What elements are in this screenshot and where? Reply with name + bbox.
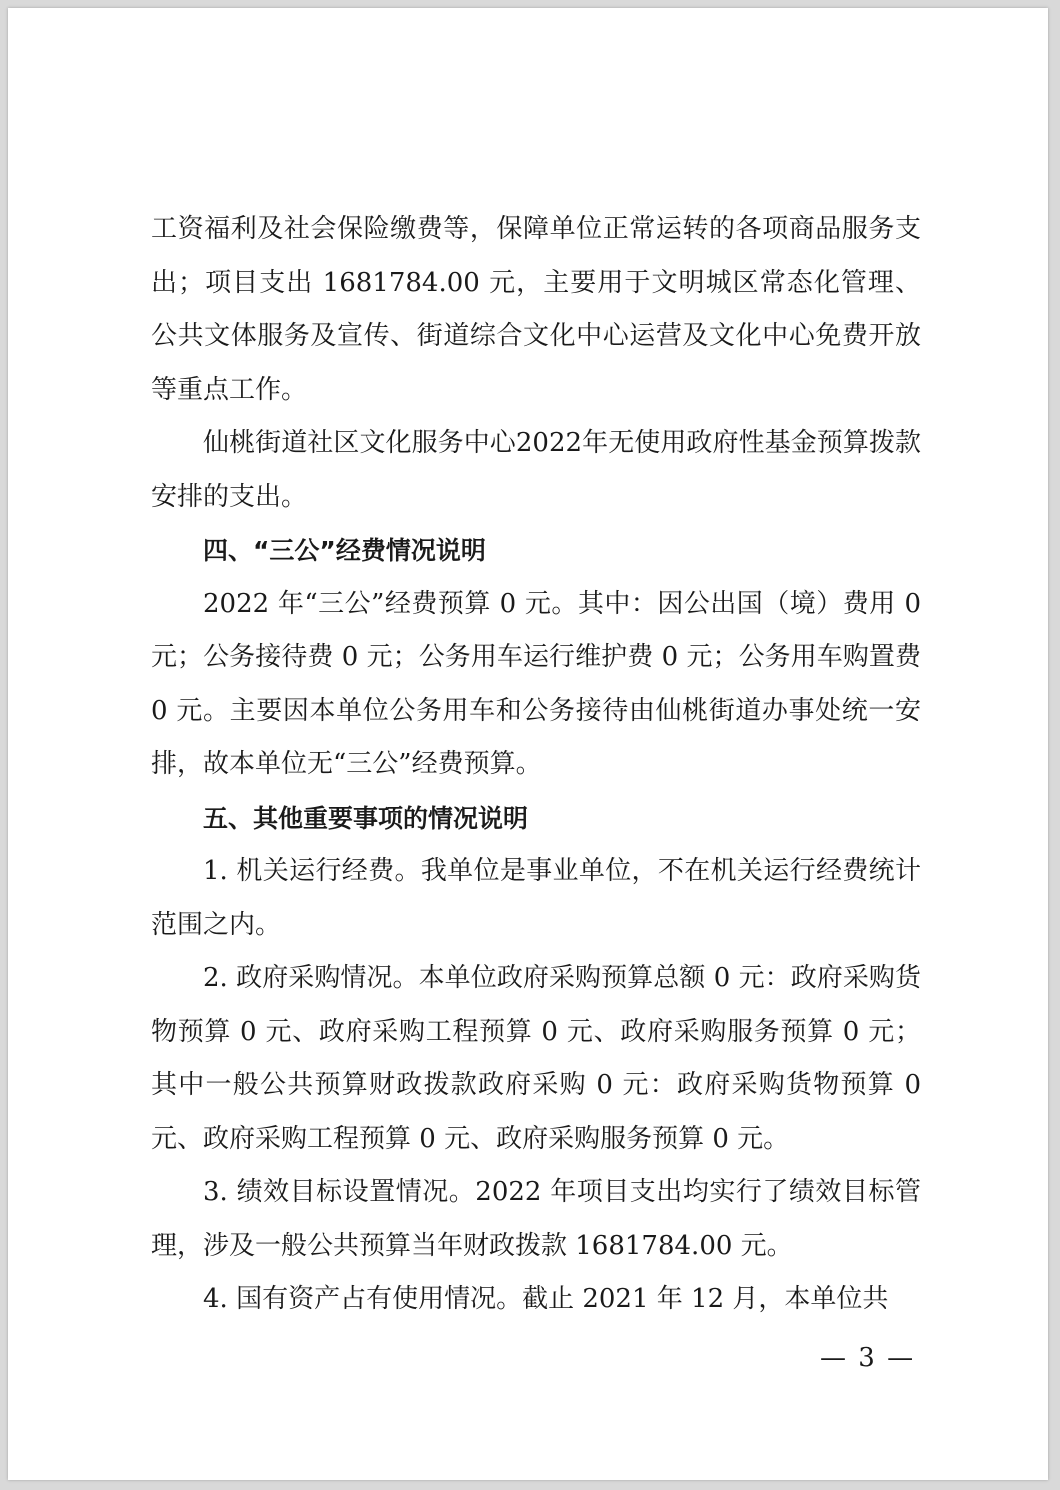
page-number: — 3 — xyxy=(820,1343,916,1373)
paragraph-three-public-budget: 2022 年“三公”经费预算 0 元。其中：因公出国（境）费用 0 元；公务接待费 0 元；公务用车运行维护费 0 元；公务用车购置费 0 元。主要因本单位公务用车和公务接待由仙桃街道办事处统一安排，故本单位无“三公”经费预算。 xyxy=(151,588,921,779)
section-heading-three-public: 四、“三公”经费情况说明 xyxy=(203,536,486,565)
paragraph-government-fund: 仙桃街道社区文化服务中心2022年无使用政府性基金预算拨款安排的支出。 xyxy=(151,428,921,512)
page-body xyxy=(151,203,921,1327)
paragraph-expenditure-continuation: 工资福利及社会保险缴费等，保障单位正常运转的各项商品服务支出；项目支出 1681784.00 元，主要用于文明城区常态化管理、公共文体服务及宣传、街道综合文化中心运营及文化中心免费开放等重点工作。 xyxy=(151,214,921,405)
paragraph-operating-funds: 1. 机关运行经费。我单位是事业单位，不在机关运行经费统计范围之内。 xyxy=(151,856,921,940)
paragraph-government-procurement: 2. 政府采购情况。本单位政府采购预算总额 0 元：政府采购货物预算 0 元、政府采购工程预算 0 元、政府采购服务预算 0 元；其中一般公共预算财政拨款政府采购 0 元：政府采购货物预算 0 元、政府采购工程预算 0 元、政府采购服务预算 0 元。 xyxy=(151,963,921,1154)
document-page xyxy=(8,8,1048,1480)
section-heading-other-matters: 五、其他重要事项的情况说明 xyxy=(203,803,529,833)
paragraph-performance-targets: 3. 绩效目标设置情况。2022 年项目支出均实行了绩效目标管理，涉及一般公共预算当年财政拨款 1681784.00 元。 xyxy=(151,1177,921,1261)
paragraph-state-assets: 4. 国有资产占有使用情况。截止 2021 年 12 月，本单位共 xyxy=(203,1284,889,1314)
